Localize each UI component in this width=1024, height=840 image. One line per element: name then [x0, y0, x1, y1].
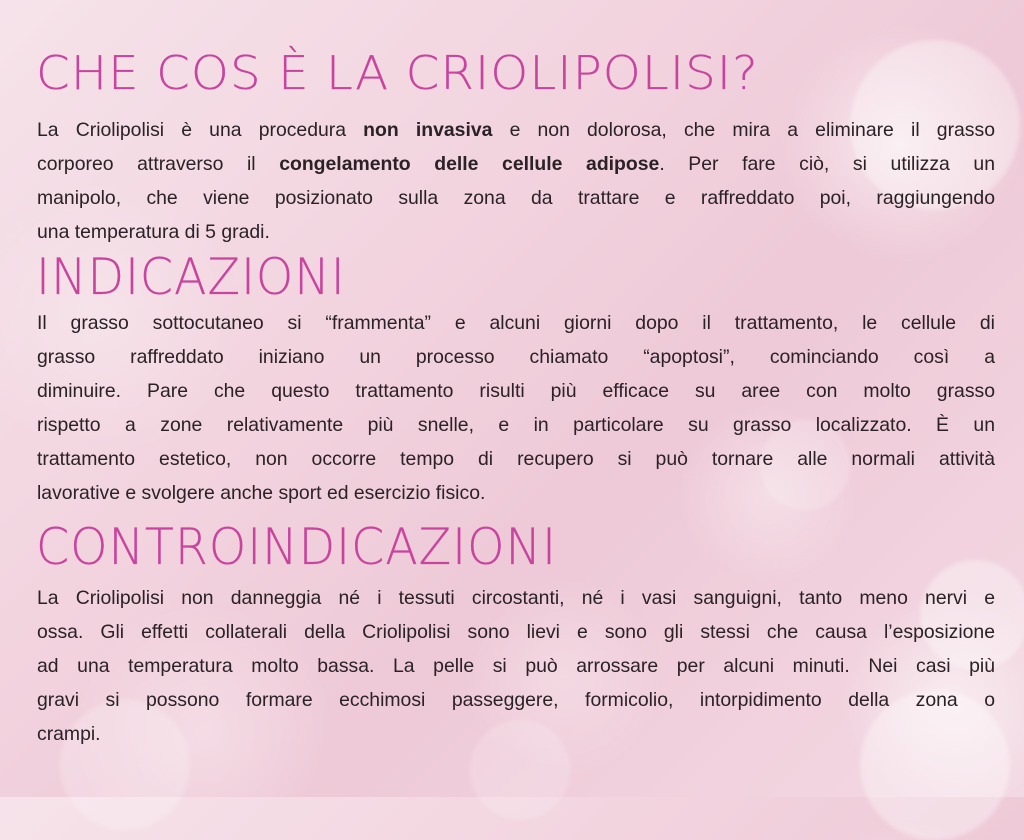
text-line: diminuire. Pare che questo trattamento risulti più efficace su aree con molto grasso: [37, 380, 995, 402]
text-line: manipolo, che viene posizionato sulla zona da trattare e raffreddato poi, raggiungendo: [37, 187, 995, 209]
paragraph-contraindications: [37, 581, 995, 751]
text-line: La Criolipolisi è una procedura non invasiva e non dolorosa, che mira a eliminare il grasso: [37, 119, 995, 141]
heading-indications: INDICAZIONI: [36, 248, 346, 306]
text-line: La Criolipolisi non danneggia né i tessuti circostanti, né i vasi sanguigni, tanto meno nervi e: [37, 587, 995, 609]
text-line: gravi si possono formare ecchimosi passeggere, formicolio, intorpidimento della zona o: [37, 689, 995, 711]
text-line: Il grasso sottocutaneo si “frammenta” e alcuni giorni dopo il trattamento, le cellule di: [37, 312, 995, 334]
text-line: corporeo attraverso il congelamento delle cellule adipose. Per fare ciò, si utilizza un: [37, 153, 995, 175]
text-line: lavorative e svolgere anche sport ed esercizio fisico.: [37, 482, 486, 504]
text-line: ad una temperatura molto bassa. La pelle si può arrossare per alcuni minuti. Nei casi più: [37, 655, 995, 677]
text-line: una temperatura di 5 gradi.: [37, 221, 270, 243]
text-line: trattamento estetico, non occorre tempo di recupero si può tornare alle normali attività: [37, 448, 995, 470]
text-line: crampi.: [37, 723, 101, 745]
text-line: grasso raffreddato iniziano un processo chiamato “apoptosi”, cominciando così a: [37, 346, 995, 368]
text-line: ossa. Gli effetti collaterali della Criolipolisi sono lievi e sono gli stessi che causa l’esposizione: [37, 621, 995, 643]
text-line: rispetto a zone relativamente più snelle, e in particolare su grasso localizzato. È un: [37, 414, 995, 436]
paragraph-what-is: [37, 113, 995, 249]
heading-contraindications: CONTROINDICAZIONI: [36, 518, 557, 576]
paragraph-indications: [37, 306, 995, 510]
bold-text: congelamento delle cellule adipose: [279, 153, 660, 175]
bold-text: non invasiva: [363, 119, 493, 141]
heading-what-is: CHE COS È LA CRIOLIPOLISI?: [36, 46, 759, 100]
